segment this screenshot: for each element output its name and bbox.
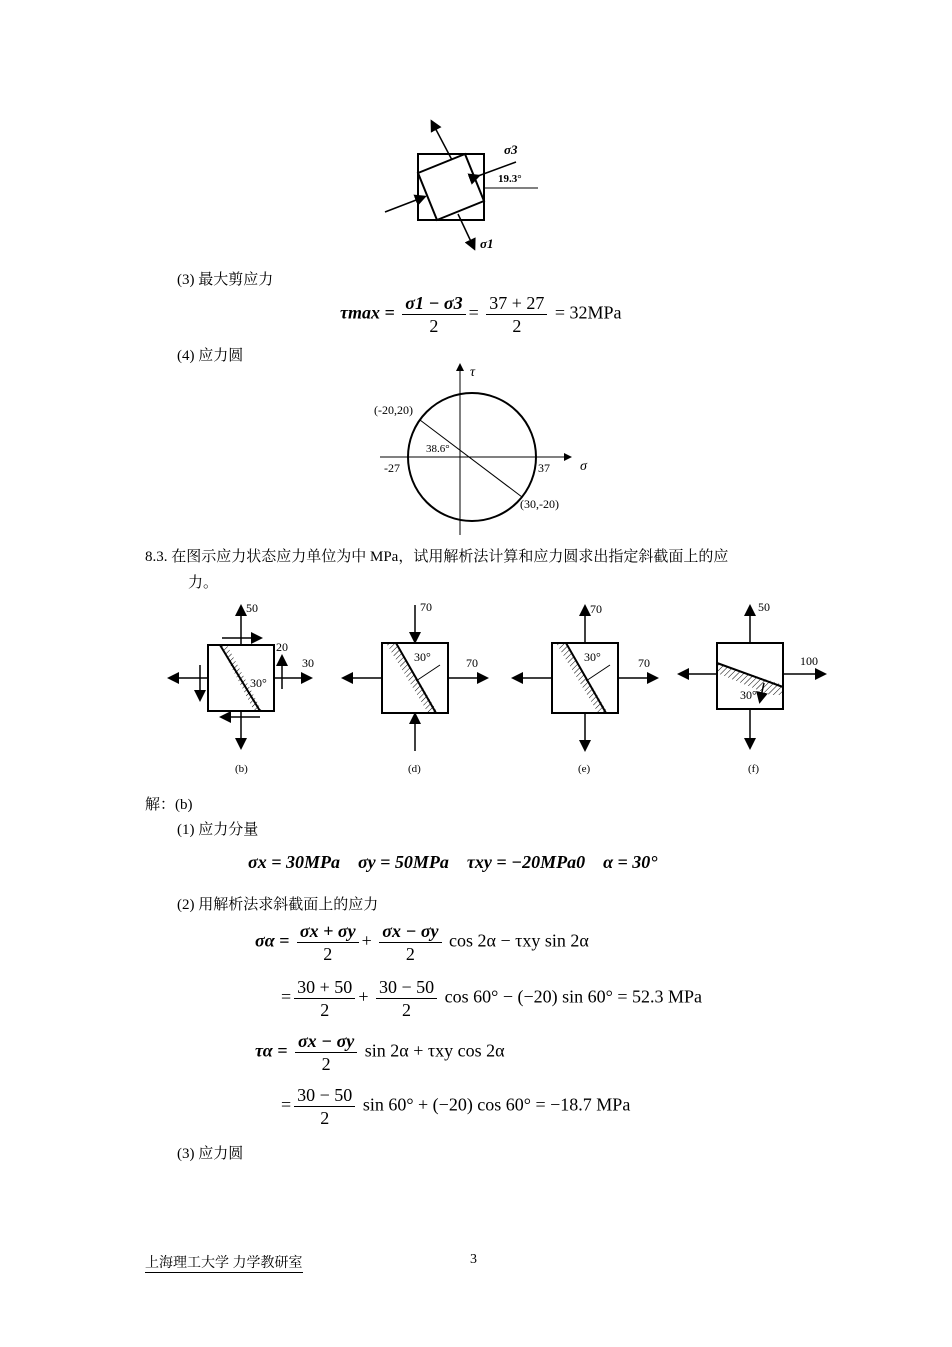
svg-text:30°: 30° [740, 688, 757, 702]
svg-text:(30,-20): (30,-20) [520, 497, 559, 511]
svg-text:100: 100 [800, 654, 818, 668]
problem-line-1: 8.3. 在图示应力状态应力单位为中 MPa，试用解析法计算和应力圆求出指定斜截面上的应 [145, 549, 729, 565]
svg-text:70: 70 [590, 602, 602, 616]
svg-text:(f): (f) [748, 763, 759, 775]
svg-text:70: 70 [420, 600, 432, 614]
section-4-label: (4) 应力圆 [177, 348, 244, 364]
figure-d [344, 600, 486, 775]
page-number: 3 [470, 1252, 477, 1267]
sigma1-label: σ1 [480, 236, 494, 251]
svg-text:37: 37 [538, 461, 550, 475]
tau-max-equation: τmax = $\frac{\sigma 1 - \sigma 3}{2}$ = $\frac{37 + 27}{2}$ = 32MPa [340, 293, 622, 336]
figure-f [680, 600, 824, 775]
svg-text:σ: σ [580, 459, 587, 474]
svg-text:50: 50 [246, 601, 258, 615]
solution-step-1: (1) 应力分量 [177, 822, 259, 838]
figure-b [170, 601, 314, 775]
principal-element-figure [370, 110, 560, 260]
stress-element-figures [160, 595, 840, 785]
svg-text:30°: 30° [414, 650, 431, 664]
stress-components: σx = 30MPa σy = 50MPa τxy = −20MPa0 α = 30° [248, 852, 658, 872]
svg-text:30°: 30° [250, 676, 267, 690]
svg-text:70: 70 [638, 656, 650, 670]
svg-text:(e): (e) [578, 763, 591, 775]
svg-text:50: 50 [758, 600, 770, 614]
solution-head: 解：(b) [145, 797, 193, 813]
figure-e [514, 602, 656, 775]
section-3-label: (3) 最大剪应力 [177, 272, 274, 288]
tau-alpha-value: = $\frac{30 - 50}{2}$ sin 60° + (−20) cos 60° = −18.7 MPa [281, 1085, 631, 1128]
angle-label: 19.3° [498, 173, 522, 185]
svg-text:30°: 30° [584, 650, 601, 664]
svg-text:(-20,20): (-20,20) [374, 403, 413, 417]
sigma-alpha-value: = $\frac{30 + 50}{2}$ + $\frac{30 - 50}{2}$ cos 60° − (−20) sin 60° = 52.3 MPa [281, 977, 702, 1020]
sigma-alpha-formula: σα = $\frac{\sigma x + \sigma y}{2}$ + $\frac{\sigma x - \sigma y}{2}$ cos 2α − τxy sin 2α [255, 921, 589, 964]
svg-text:(b): (b) [235, 763, 248, 775]
svg-text:(d): (d) [408, 763, 421, 775]
rotated-square [418, 154, 484, 220]
svg-text:-27: -27 [384, 461, 400, 475]
tau-alpha-formula: τα = $\frac{\sigma x - \sigma y}{2}$ sin 2α + τxy cos 2α [255, 1031, 505, 1074]
footer-institution: 上海理工大学 力学教研室 [145, 1252, 303, 1273]
solution-step-2: (2) 用解析法求斜截面上的应力 [177, 897, 379, 913]
mohr-circle-figure [360, 360, 610, 540]
svg-text:30: 30 [302, 656, 314, 670]
outer-square [418, 154, 484, 220]
problem-line-2: 力。 [188, 575, 219, 591]
svg-text:τ: τ [470, 365, 476, 380]
sigma3-label: σ3 [504, 142, 518, 157]
svg-text:38.6°: 38.6° [426, 443, 450, 455]
solution-step-3: (3) 应力圆 [177, 1146, 244, 1162]
svg-text:70: 70 [466, 656, 478, 670]
svg-text:20: 20 [276, 640, 288, 654]
